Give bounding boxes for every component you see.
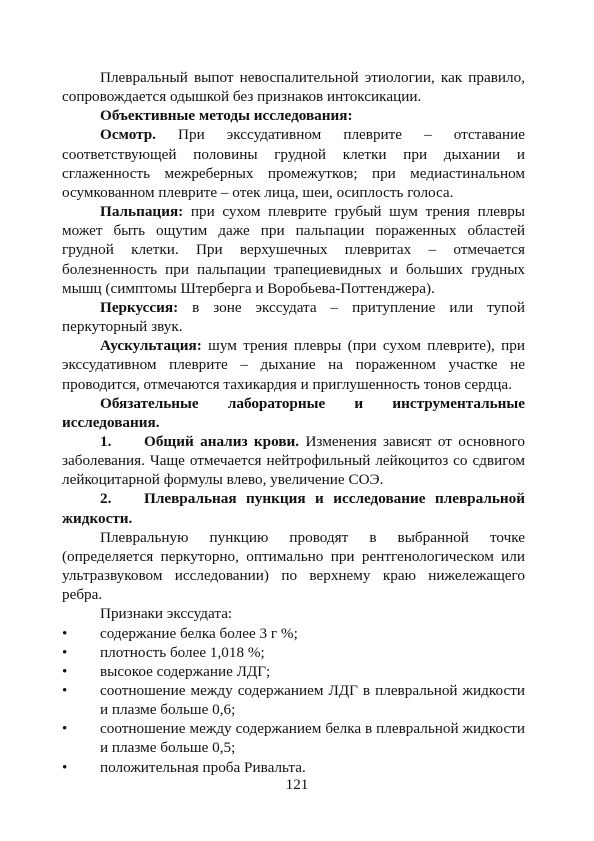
percussion-text: в зоне экссудата – притупление или тупой перкуторный звук. xyxy=(62,298,525,336)
bullet-dot: • xyxy=(62,682,68,699)
palpation-text: при сухом плеврите грубый шум трения плевры может быть ощутим даже при пальпации пораженных областей грудной клетки. При верхушечных плевритах – отмечается болезненность при пальпации трапециевидных и больших грудных мышц (симптомы Штерберга и Воробьева-Поттенджера). xyxy=(62,203,525,297)
palpation-paragraph xyxy=(62,202,525,298)
list-item-text: содержание белка более 3 г %; xyxy=(100,624,298,642)
intro-text: Плевральный выпот невоспалительной этиологии, как правило, сопровождается одышкой без признаков интоксикации. xyxy=(62,69,525,106)
mandatory-studies-heading xyxy=(62,394,525,432)
pleural-puncture-item xyxy=(62,489,525,527)
palpation-label: Пальпация: xyxy=(100,203,184,221)
list-item-text: плотность более 1,018 %; xyxy=(100,643,265,661)
objective-methods-heading xyxy=(62,106,525,125)
list-item xyxy=(62,681,525,719)
list-item-text: высокое содержание ЛДГ; xyxy=(100,662,271,680)
list-item xyxy=(62,758,525,777)
list-item xyxy=(62,643,525,662)
bullet-dot: • xyxy=(62,758,68,776)
inspection-paragraph xyxy=(62,125,525,202)
inspection-text: При экссудативном плеврите – отставание соответствующей половины грудной клетки при дыхании и сглаженность межреберных промежутков; при медиастинальном осумкованном плеврите – отек лица, шеи, осиплость голоса. xyxy=(62,126,525,201)
bullet-dot: • xyxy=(62,643,68,661)
list-item xyxy=(62,719,525,757)
pleural-puncture-label: Плевральная пункция и исследование плевральной жидкости. xyxy=(62,490,525,527)
percussion-label: Перкуссия: xyxy=(100,298,179,316)
inspection-label: Осмотр. xyxy=(100,126,156,144)
blood-test-label: Общий анализ крови. xyxy=(144,432,300,450)
item-number: 2. xyxy=(100,490,112,508)
puncture-paragraph xyxy=(62,528,525,605)
list-item-text: соотношение между содержанием ЛДГ в плевральной жидкости и плазме больше 0,6; xyxy=(100,682,525,719)
exudate-intro xyxy=(62,604,525,623)
bullet-dot: • xyxy=(62,624,68,642)
list-item xyxy=(62,662,525,681)
list-item-text: положительная проба Ривальта. xyxy=(100,758,306,776)
objective-methods-heading-text: Объективные методы исследования: xyxy=(100,107,353,125)
intro-paragraph xyxy=(62,68,525,106)
list-item xyxy=(62,624,525,643)
auscultation-paragraph xyxy=(62,336,525,393)
item-number: 1. xyxy=(100,432,112,450)
blood-test-item xyxy=(62,432,525,489)
exudate-intro-text: Признаки экссудата: xyxy=(100,605,233,623)
list-item-text: соотношение между содержанием белка в плевральной жидкости и плазме больше 0,5; xyxy=(100,720,525,757)
exudate-signs-list xyxy=(62,624,525,777)
blood-test-text: Изменения зависят от основного заболевания. Чаще отмечается нейтрофильный лейкоцитоз со сдвигом лейкоцитарной формулы влево, увеличение СОЭ. xyxy=(62,432,526,489)
bullet-dot: • xyxy=(62,662,68,680)
percussion-paragraph xyxy=(62,298,525,336)
auscultation-label: Аускультация: xyxy=(100,337,202,355)
auscultation-text: шум трения плевры (при сухом плеврите), при экссудативном плеврите – дыхание на пораженном участке не проводится, отмечаются тахикардия и приглушенность тонов сердца. xyxy=(62,337,525,393)
mandatory-studies-heading-text: Обязательные лабораторные и инструментальные исследования. xyxy=(62,394,525,431)
puncture-text: Плевральную пункцию проводят в выбранной точке (определяется перкуторно, оптимально при рентгенологическом или ультразвуковом исследовании) по верхнему краю нижележащего ребра. xyxy=(62,528,525,604)
page-number: 121 xyxy=(285,776,309,793)
bullet-dot: • xyxy=(62,720,68,738)
page-body xyxy=(62,68,525,777)
